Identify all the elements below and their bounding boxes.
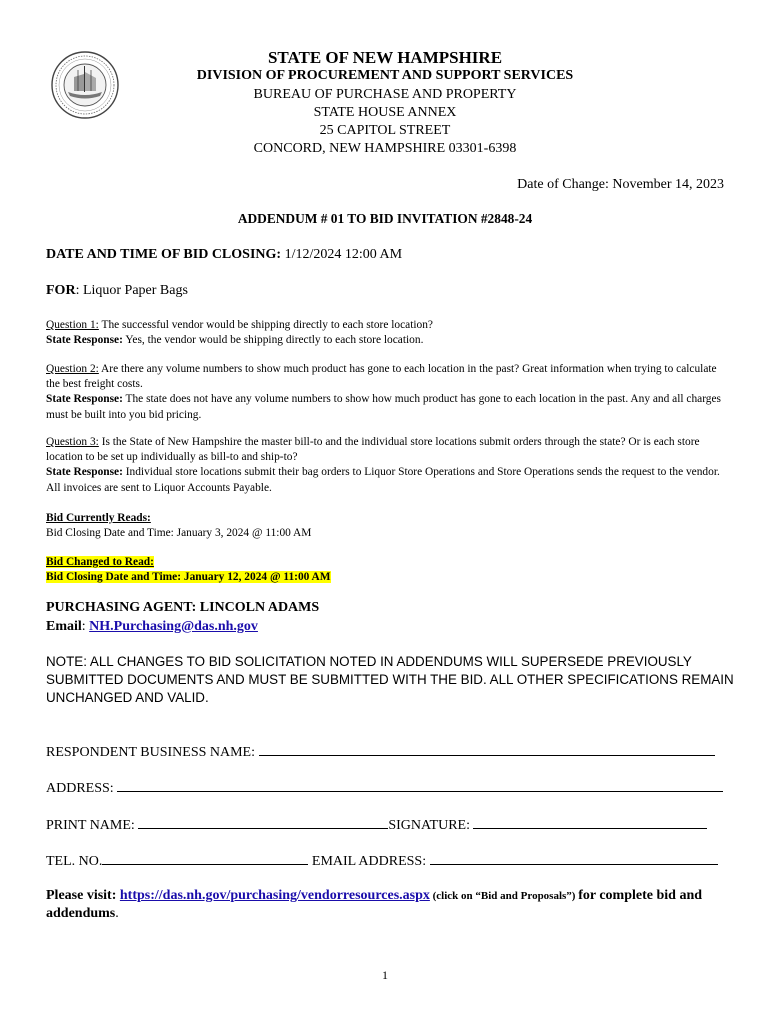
bid-changed-block (46, 555, 728, 585)
agent-email-link[interactable]: NH.Purchasing@das.nh.gov (89, 619, 258, 634)
bid-current-text: Bid Closing Date and Time: January 3, 2024 @ 11:00 AM (46, 527, 312, 540)
visit-paragraph (46, 887, 736, 923)
question-label: Question 1: (46, 319, 99, 331)
email-address-field[interactable] (430, 851, 718, 865)
visit-prefix: Please visit: (46, 888, 120, 903)
question-text: The successful vendor would be shipping directly to each store location? (98, 319, 433, 331)
response-text: The state does not have any volume numbers to show how much product has gone to each location in the past. Any and all charges must be built into you bid pricing. (46, 393, 721, 421)
page-number: 1 (382, 968, 388, 982)
visit-suffix: for complete bid and addendums (46, 888, 703, 921)
addendum-note: NOTE: ALL CHANGES TO BID SOLICITATION NOTED IN ADDENDUMS WILL SUPERSEDE PREVIOUSLY SUBMITTED DOCUMENTS AND MUST BE SUBMITTED WITH THE BID. ALL OTHER SPECIFICATIONS REMAIN UNCHANGED AND VALID. (46, 654, 734, 705)
bid-changed-heading: Bid Changed to Read: (46, 556, 154, 568)
question-label: Question 2: (46, 363, 99, 375)
tel-field[interactable] (102, 851, 308, 865)
addendum-title: ADDENDUM # 01 TO BID INVITATION #2848-24 (237, 211, 533, 226)
response-label: State Response: (46, 334, 123, 347)
business-name-label: RESPONDENT BUSINESS NAME: (46, 745, 259, 760)
annex-name: STATE HOUSE ANNEX (313, 105, 457, 120)
tel-label: TEL. NO. (46, 854, 103, 869)
for-line (46, 283, 188, 299)
address-label: ADDRESS: (46, 781, 118, 796)
address-row (46, 778, 723, 797)
response-label: State Response: (46, 466, 123, 479)
bid-closing-label: DATE AND TIME OF BID CLOSING: (46, 247, 282, 262)
bid-current-block (46, 511, 728, 541)
agent-name: : LINCOLN ADAMS (191, 600, 320, 615)
response-label: State Response: (46, 393, 123, 406)
business-name-row (46, 742, 715, 761)
question-text: Is the State of New Hampshire the master bill-to and the individual store locations submit orders through the state? Or is each store location to be set up individually as bill-to and ship-to? (46, 436, 700, 464)
qa-block-1 (46, 318, 728, 348)
signature-field[interactable] (473, 815, 707, 829)
page-title: STATE OF NEW HAMPSHIRE (267, 48, 503, 67)
agent-line (46, 600, 319, 616)
response-text: Yes, the vendor would be shipping directly to each store location. (122, 334, 424, 347)
print-signature-row (46, 815, 707, 834)
signature-label: SIGNATURE: (388, 818, 474, 833)
division-name: DIVISION OF PROCUREMENT AND SUPPORT SERVICES (196, 68, 574, 83)
for-value: : Liquor Paper Bags (75, 283, 188, 298)
bid-closing-line (46, 247, 402, 263)
vendor-resources-link[interactable]: https://das.nh.gov/purchasing/vendorresources.aspx (119, 888, 430, 903)
click-note: (click on “Bid and Proposals”) (429, 890, 579, 902)
email-address-label: EMAIL ADDRESS: (308, 854, 430, 869)
tel-email-row (46, 851, 718, 870)
address-field[interactable] (117, 778, 723, 792)
response-text: Individual store locations submit their bag orders to Liquor Store Operations and Store Operations sends the request to the vendor. All invoices are sent to Liquor Accounts Payable. (46, 466, 720, 494)
city-address: CONCORD, NEW HAMPSHIRE 03301-6398 (253, 141, 517, 156)
bid-changed-text: Bid Closing Date and Time: January 12, 2024 @ 11:00 AM (46, 571, 331, 584)
bureau-name: BUREAU OF PURCHASE AND PROPERTY (253, 87, 517, 102)
agent-email-line (46, 619, 258, 635)
street-address: 25 CAPITOL STREET (319, 123, 451, 138)
email-separator: : (81, 619, 90, 634)
qa-block-2 (46, 362, 728, 423)
question-label: Question 3: (46, 436, 99, 448)
question-text: Are there any volume numbers to show much product has gone to each location in the past? Great information when trying to calculate the best freight costs. (46, 363, 717, 391)
date-of-change: Date of Change: November 14, 2023 (517, 177, 724, 192)
qa-block-3 (46, 435, 728, 496)
print-name-label: PRINT NAME: (46, 818, 139, 833)
for-label: FOR (46, 283, 76, 298)
visit-period: . (115, 906, 119, 921)
bid-closing-value: 1/12/2024 12:00 AM (281, 247, 403, 262)
agent-label: PURCHASING AGENT (46, 600, 192, 615)
bid-current-heading: Bid Currently Reads: (46, 512, 151, 524)
email-label: Email (46, 619, 82, 634)
business-name-field[interactable] (259, 742, 715, 756)
print-name-field[interactable] (138, 815, 388, 829)
